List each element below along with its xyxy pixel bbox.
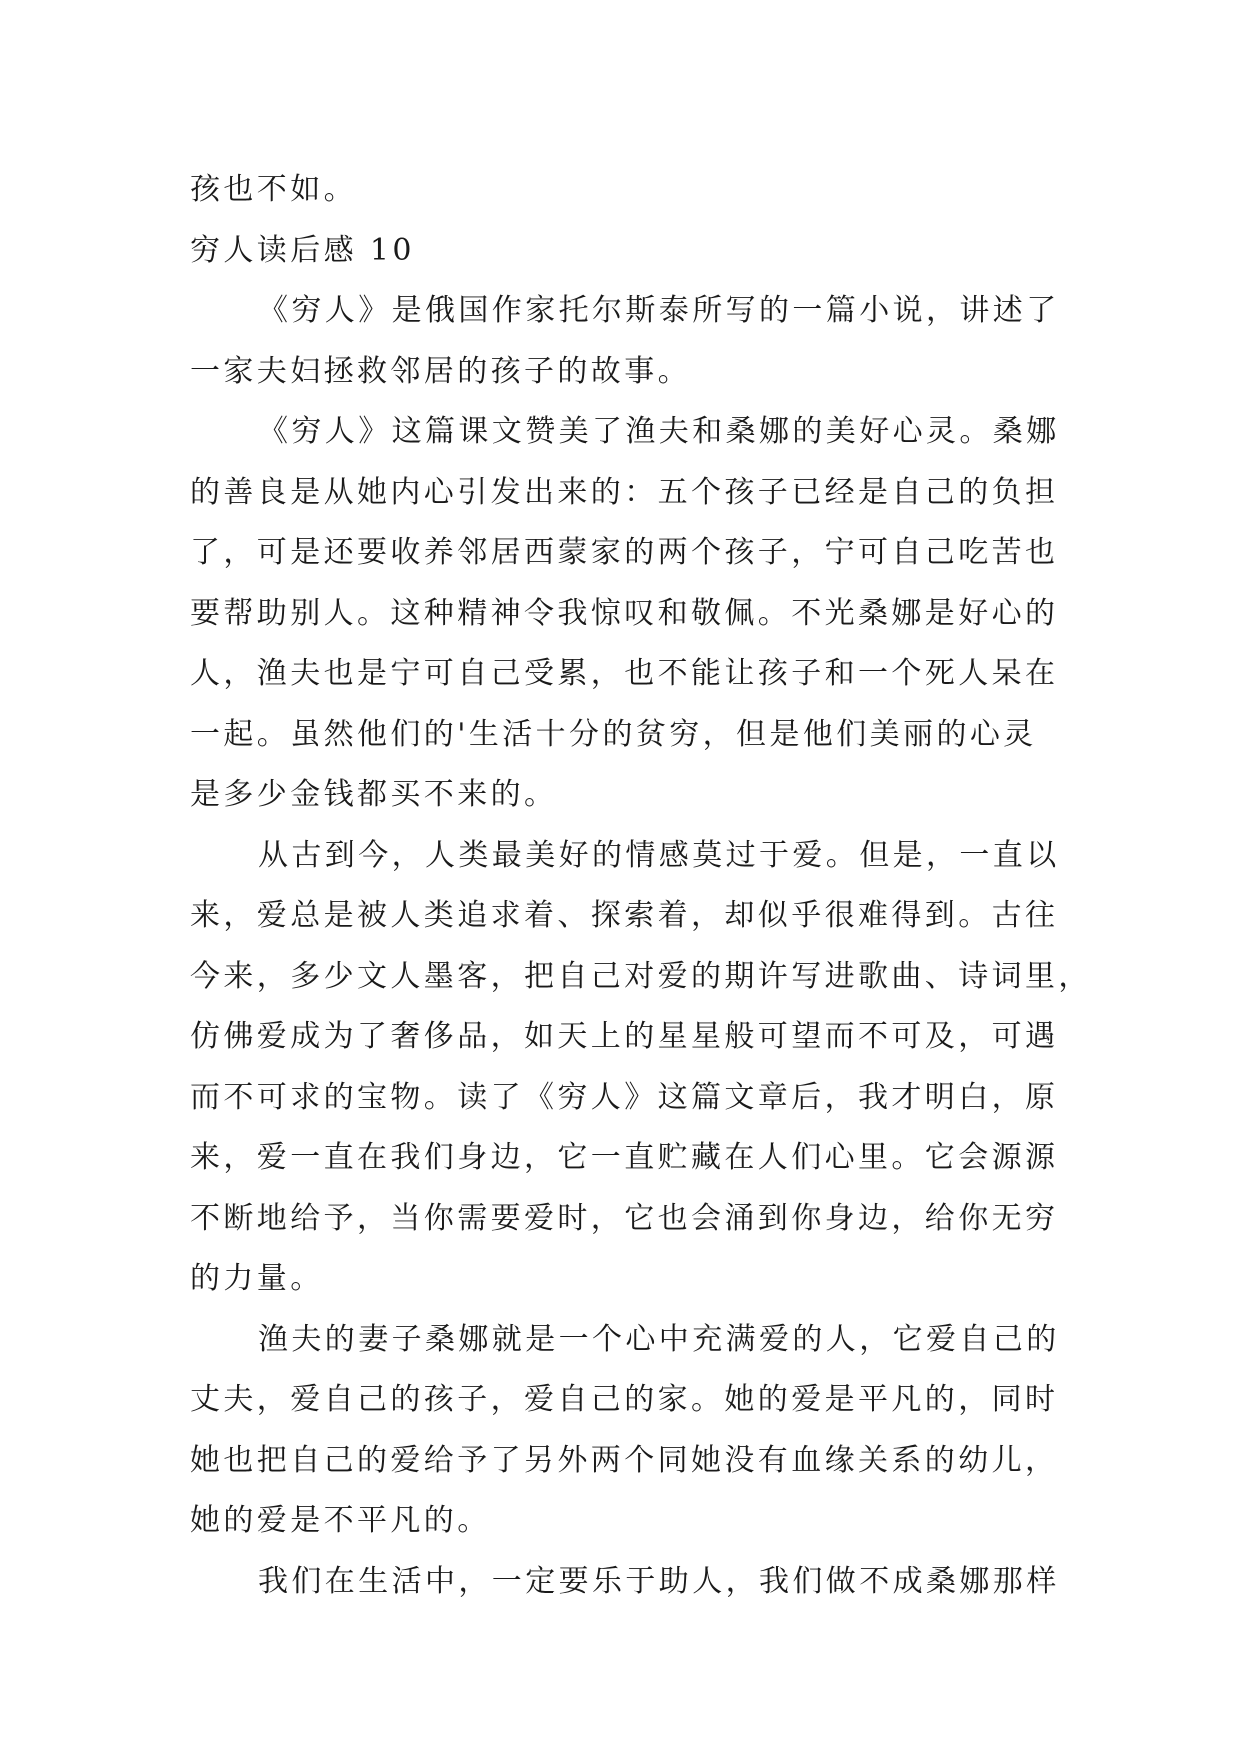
paragraph-line: 仿佛爱成为了奢侈品，如天上的星星般可望而不可及，可遇 <box>190 1019 1059 1054</box>
paragraph-line: 不断地给予，当你需要爱时，它也会涌到你身边，给你无穷 <box>190 1200 1059 1236</box>
document-body <box>190 160 1092 1612</box>
paragraph-line: 我们在生活中，一定要乐于助人，我们做不成桑娜那样 <box>258 1563 1060 1599</box>
paragraph-line: 而不可求的宝物。读了《穷人》这篇文章后，我才明白，原 <box>190 1079 1059 1115</box>
paragraph-line: 丈夫，爱自己的孩子，爱自己的家。她的爱是平凡的，同时 <box>190 1382 1059 1417</box>
paragraph-line: 她也把自己的爱给予了另外两个同她没有血缘关系的幼儿， <box>190 1442 1059 1478</box>
paragraph-line: 渔夫的妻子桑娜就是一个心中充满爱的人，它爱自己的 <box>258 1321 1060 1357</box>
paragraph-line: 她的爱是不平凡的。 <box>190 1503 491 1538</box>
paragraph-line: 《穷人》这篇课文赞美了渔夫和桑娜的美好心灵。桑娜 <box>258 414 1060 449</box>
paragraph-line: 今来，多少文人墨客，把自己对爱的期许写进歌曲、诗词里， <box>190 958 1092 994</box>
paragraph-line: 的力量。 <box>190 1261 324 1296</box>
paragraph-line: 是多少金钱都买不来的。 <box>190 777 558 812</box>
paragraph-line: 了，可是还要收养邻居西蒙家的两个孩子，宁可自己吃苦也 <box>190 535 1059 570</box>
paragraph-line: 要帮助别人。这种精神令我惊叹和敬佩。不光桑娜是好心的 <box>190 595 1059 631</box>
section-heading: 穷人读后感 10 <box>190 232 415 268</box>
paragraph-line: 来，爱总是被人类追求着、探索着，却似乎很难得到。古往 <box>190 898 1059 933</box>
paragraph-line: 从古到今，人类最美好的情感莫过于爱。但是，一直以 <box>258 837 1060 873</box>
paragraph-line: 一起。虽然他们的'生活十分的贫穷，但是他们美丽的心灵 <box>190 716 1037 752</box>
paragraph-line: 来，爱一直在我们身边，它一直贮藏在人们心里。它会源源 <box>190 1140 1059 1175</box>
paragraph-line: 人，渔夫也是宁可自己受累，也不能让孩子和一个死人呆在 <box>190 656 1059 691</box>
paragraph-line: 一家夫妇拯救邻居的孩子的故事。 <box>190 353 691 389</box>
paragraph-line: 的善良是从她内心引发出来的：五个孩子已经是自己的负担 <box>190 474 1059 510</box>
text-line: 孩也不如。 <box>190 172 357 207</box>
paragraph-line: 《穷人》是俄国作家托尔斯泰所写的一篇小说，讲述了 <box>258 293 1060 328</box>
